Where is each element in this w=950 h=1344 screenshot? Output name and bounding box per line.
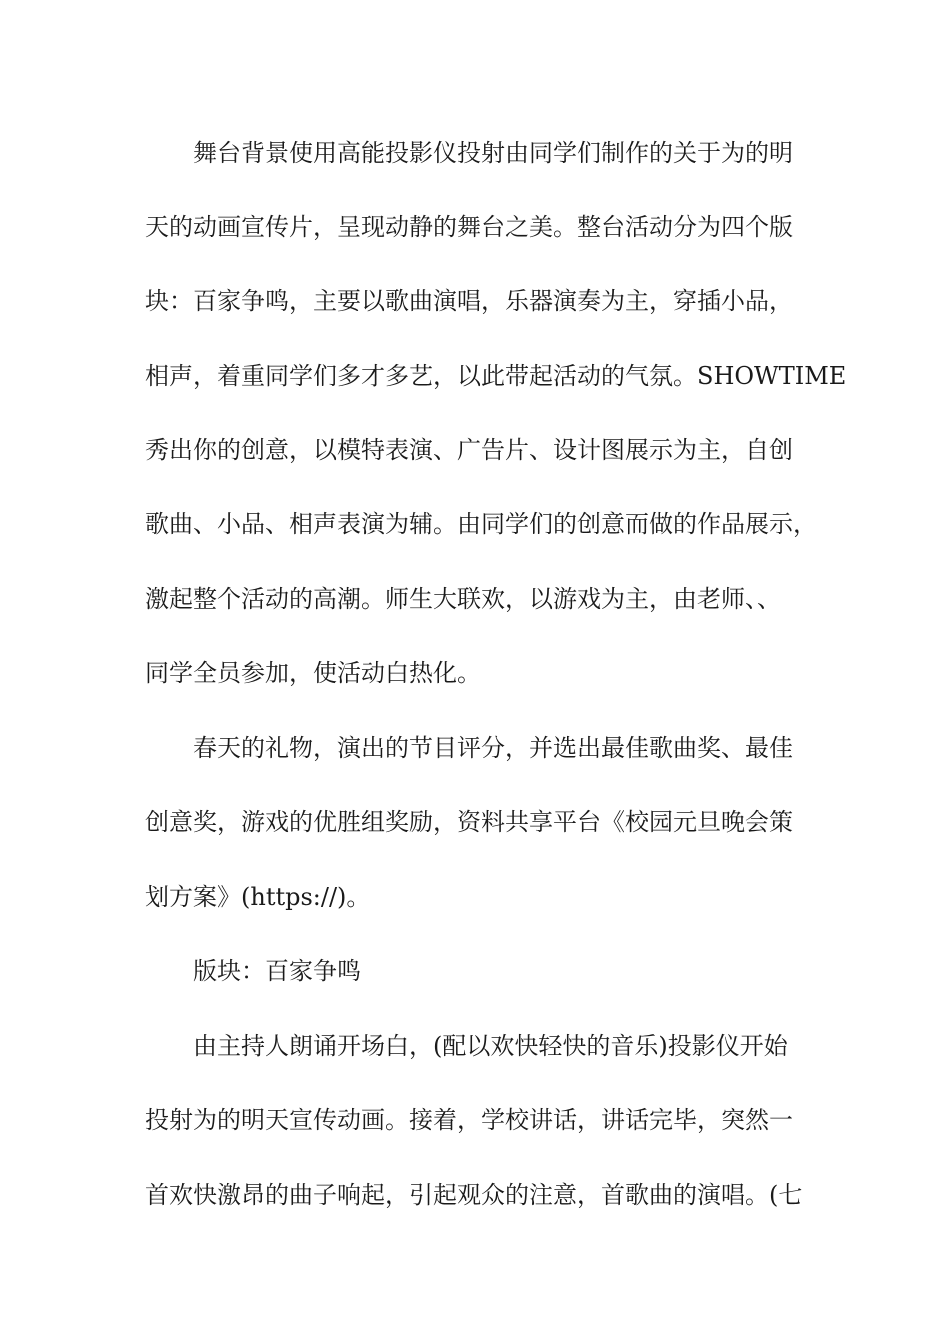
section-heading: 版块：百家争鸣	[193, 957, 361, 985]
text-line: 天的动画宣传片，呈现动静的舞台之美。整台活动分为四个版	[145, 213, 793, 241]
text-line: 创意奖，游戏的优胜组奖励，资料共享平台《校园元旦晚会策	[145, 808, 793, 836]
text-line: 歌曲、小品、相声表演为辅。由同学们的创意而做的作品展示，	[145, 510, 817, 538]
text-line: 舞台背景使用高能投影仪投射由同学们制作的关于为的明	[193, 139, 793, 167]
text-line: 首欢快激昂的曲子响起，引起观众的注意，首歌曲的演唱。(七	[145, 1181, 803, 1209]
text-line: 秀出你的创意，以模特表演、广告片、设计图展示为主，自创	[145, 436, 793, 464]
text-line: 同学全员参加，使活动白热化。	[145, 659, 481, 687]
text-line: 投射为的明天宣传动画。接着，学校讲话，讲话完毕，突然一	[145, 1106, 793, 1134]
text-line: 块：百家争鸣，主要以歌曲演唱，乐器演奏为主，穿插小品，	[145, 287, 793, 315]
text-line: 春天的礼物，演出的节目评分，并选出最佳歌曲奖、最佳	[193, 734, 793, 762]
text-line: 划方案》(https://)。	[145, 883, 371, 911]
text-line: 激起整个活动的高潮。师生大联欢，以游戏为主，由老师、、	[145, 585, 781, 613]
text-line: 由主持人朗诵开场白，(配以欢快轻快的音乐)投影仪开始	[193, 1032, 788, 1060]
text-line: 相声，着重同学们多才多艺，以此带起活动的气氛。SHOWTIME	[145, 362, 847, 390]
